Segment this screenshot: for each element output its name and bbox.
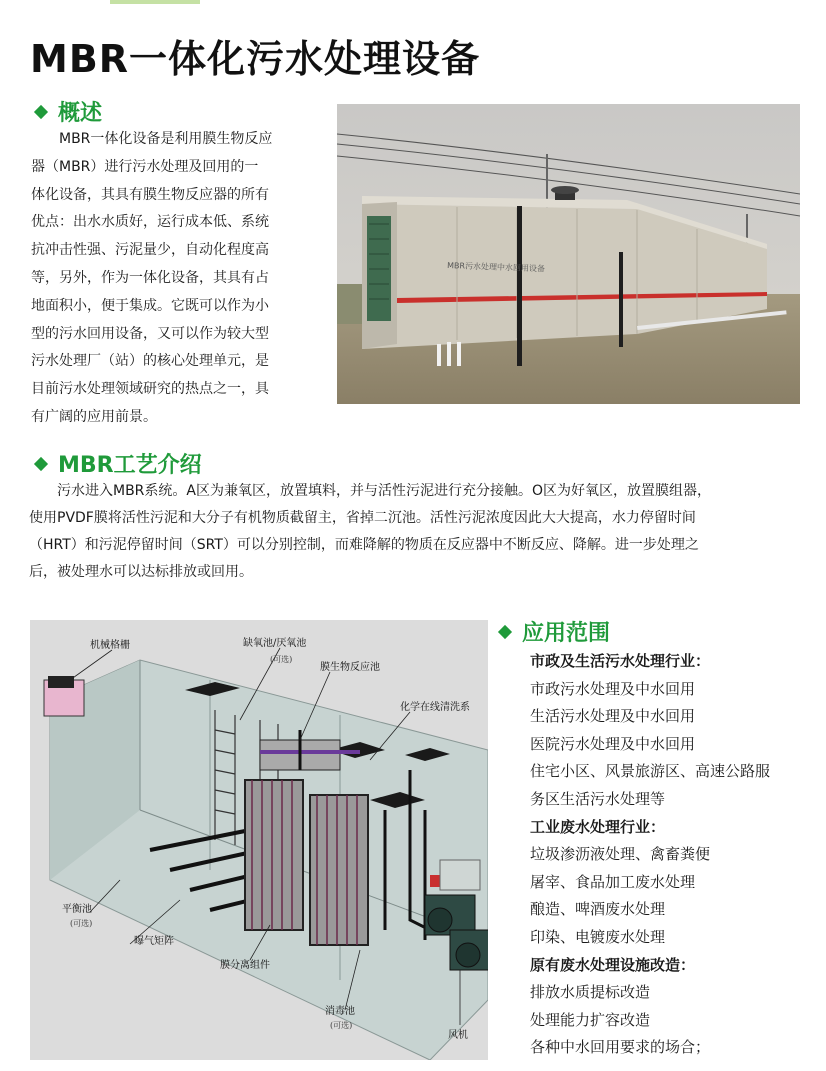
- top-accent-strip: [110, 0, 200, 4]
- process-line: 后，被处理水可以达标排放或回用。: [29, 564, 253, 580]
- overview-line: 污水处理厂（站）的核心处理单元，是: [31, 353, 269, 370]
- overview-text: [31, 126, 331, 432]
- application-item: 屠宰、食品加工废水处理: [530, 872, 696, 891]
- overview-line: 有广阔的应用前景。: [31, 408, 157, 425]
- application-list: [530, 648, 820, 1062]
- label-anoxic-note: (可选): [270, 655, 293, 664]
- label-balance: 平衡池: [62, 904, 92, 915]
- overview-heading-text: 概述: [58, 101, 103, 126]
- application-item: 市政污水处理及中水回用: [530, 679, 696, 698]
- overview-line: 体化设备，其具有膜生物反应器的所有: [31, 186, 269, 203]
- overview-heading: [36, 96, 102, 127]
- process-diagram: [30, 620, 488, 1060]
- application-category: 工业废水处理行业：: [530, 817, 666, 836]
- label-cleaning: 化学在线清洗系: [400, 702, 470, 713]
- equipment-photo: [337, 104, 800, 404]
- page-title: MBR一体化污水处理设备: [30, 37, 481, 81]
- application-heading-text: 应用范围: [522, 621, 611, 646]
- label-screen: 机械格栅: [90, 640, 130, 651]
- application-item: 各种中水回用要求的场合；: [530, 1038, 711, 1057]
- process-heading: [36, 448, 202, 479]
- label-blower: 风机: [448, 1030, 468, 1041]
- process-line: （HRT）和污泥停留时间（SRT）可以分别控制，而难降解的物质在反应器中不断反应、降解。进一步处理之: [29, 537, 699, 553]
- application-item: 酿造、啤酒废水处理: [530, 900, 666, 919]
- overview-line: 目前污水处理领域研究的热点之一，具: [31, 381, 269, 398]
- application-item: 垃圾渗沥液处理、禽畜粪便: [530, 845, 711, 864]
- diamond-bullet-icon: [34, 456, 48, 470]
- process-line: 污水进入MBR系统。A区为兼氧区，放置填料，并与活性污泥进行充分接触。O区为好氧区，放置膜组器，: [57, 483, 712, 499]
- application-item: 生活污水处理及中水回用: [530, 707, 696, 726]
- overview-line: 等，另外，作为一体化设备，其具有占: [31, 269, 269, 286]
- diamond-bullet-icon: [498, 624, 512, 638]
- label-disinfect-note: (可选): [330, 1021, 353, 1030]
- overview-line: 优点：出水水质好，运行成本低、系统: [31, 214, 269, 231]
- label-membrane: 膜分离组件: [220, 960, 270, 971]
- application-item: 排放水质提标改造: [530, 983, 651, 1002]
- label-aeration: 曝气矩阵: [134, 936, 174, 947]
- application-heading: [500, 616, 610, 647]
- equipment-sign: MBR污水处理中水回用设备: [446, 261, 546, 274]
- overview-line: MBR一体化设备是利用膜生物反应: [59, 131, 273, 147]
- application-category: 市政及生活污水处理行业：: [530, 652, 711, 670]
- process-heading-text: MBR工艺介绍: [58, 453, 202, 478]
- overview-line: 抗冲击性强、污泥量少，自动化程度高: [31, 242, 269, 259]
- application-item: 印染、电镀废水处理: [530, 927, 666, 946]
- label-balance-note: (可选): [70, 919, 93, 928]
- application-category: 原有废水处理设施改造：: [530, 955, 696, 974]
- label-mbr-tank: 膜生物反应池: [320, 662, 380, 673]
- overview-line: 型的污水回用设备，又可以作为较大型: [31, 325, 269, 342]
- label-anoxic: 缺氧池/厌氧池: [243, 638, 307, 649]
- application-item: 住宅小区、风景旅游区、高速公路服: [530, 762, 771, 781]
- diamond-bullet-icon: [34, 104, 48, 118]
- overview-line: 器（MBR）进行污水处理及回用的一: [31, 158, 259, 175]
- application-item: 处理能力扩容改造: [530, 1010, 651, 1029]
- application-item: 务区生活污水处理等: [530, 789, 666, 808]
- label-disinfect: 消毒池: [325, 1006, 355, 1017]
- overview-line: 地面积小，便于集成。它既可以作为小: [31, 297, 269, 314]
- process-line: 使用PVDF膜将活性污泥和大分子有机物质截留主，省掉二沉池。活性污泥浓度因此大大提高，水力停留时间: [29, 510, 696, 526]
- process-text: [29, 478, 819, 586]
- application-item: 医院污水处理及中水回用: [530, 734, 696, 753]
